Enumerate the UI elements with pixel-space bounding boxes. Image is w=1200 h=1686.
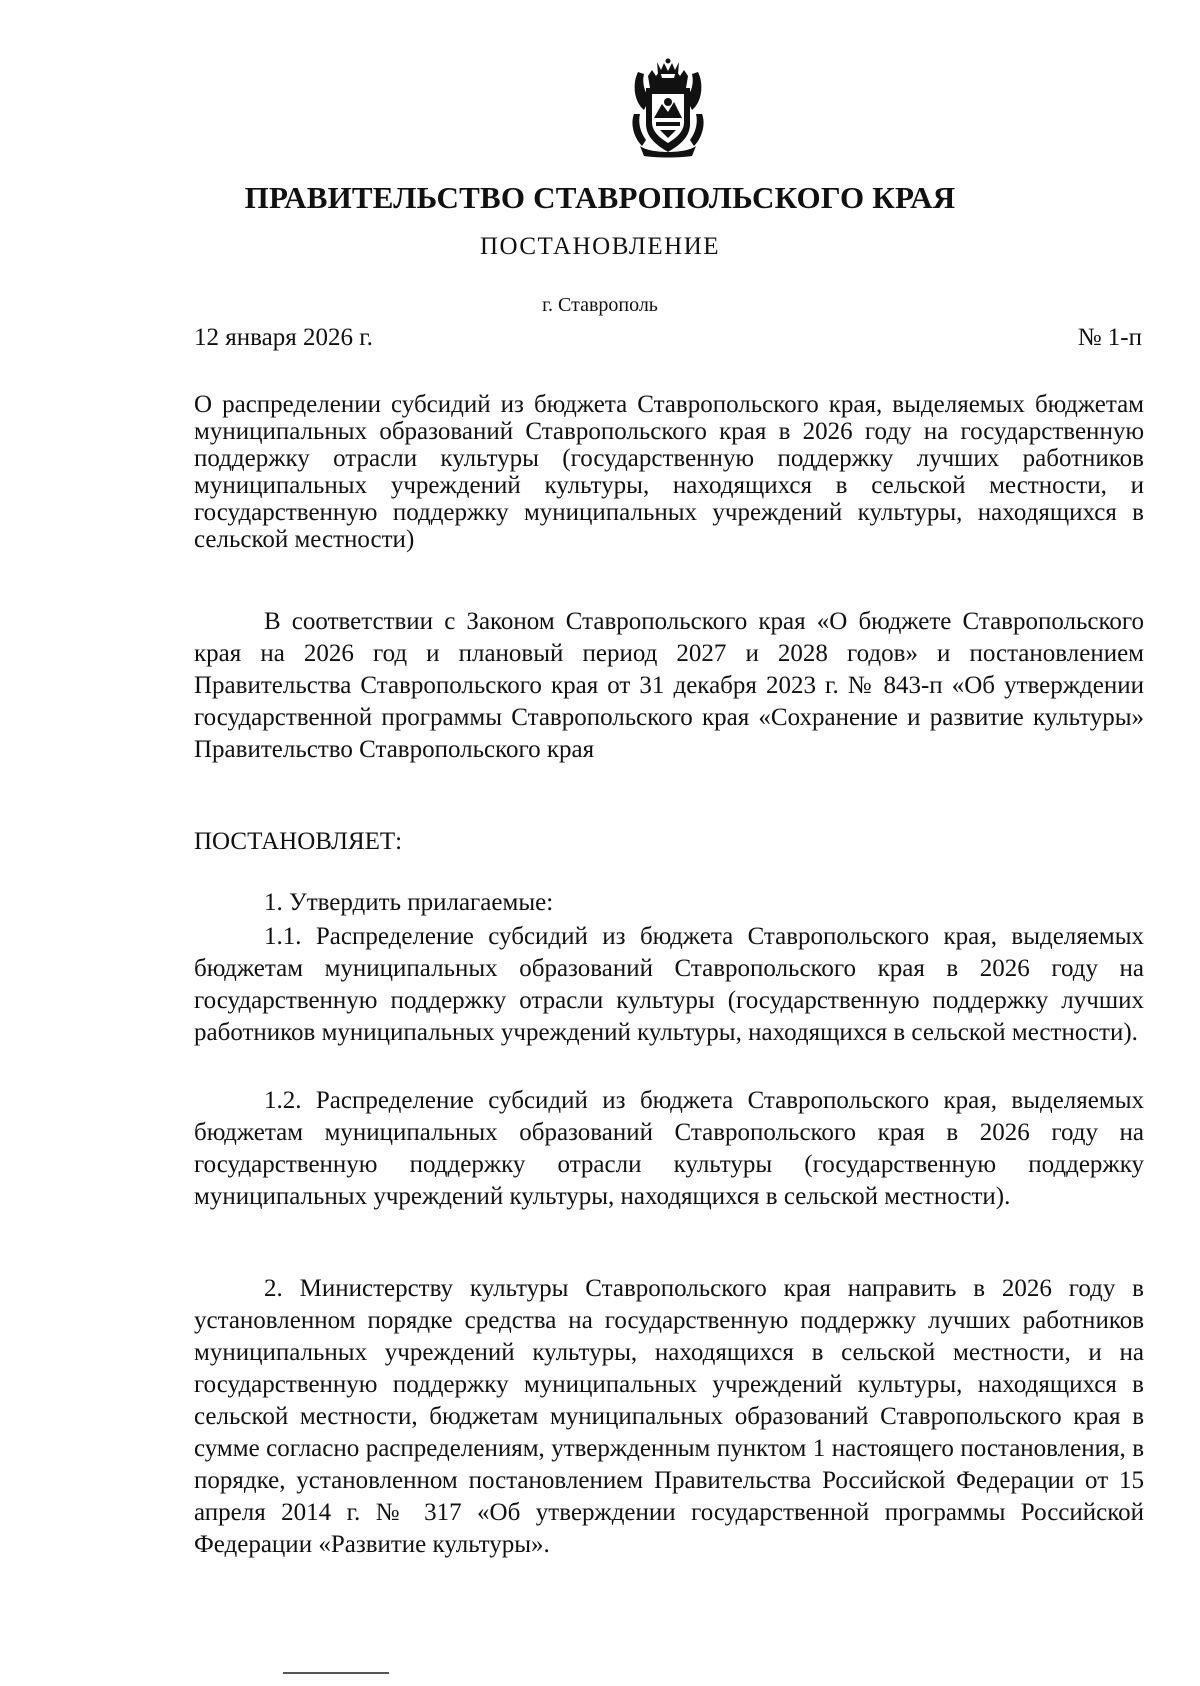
item-2: 2. Министерству культуры Ставропольского края направить в 2026 году в установленном порядке средства на государственную поддержку лучших работников муниципальных учреждений культуры, находящихся в сельской местности, и на государственную поддержку муниципальных учреждений культуры, находящихся в сельской местности, бюджетам муниципальных образований Ставропольского края в сумме согласно распределениям, утвержденным пунктом 1 настоящего постановления, в порядке, установленном постановлением Правительства Российской Федерации от 15 апреля 2014 г. № 317 «Об утверждении государственной программы Российской Федерации «Развитие культуры».: [194, 1275, 1144, 1558]
footer-divider: [283, 1672, 389, 1674]
item-1-2: 1.2. Распределение субсидий из бюджета Ставропольского края, выделяемых бюджетам муниципальных образований Ставропольского края в 2026 году на государственную поддержку отрасли культуры (государственную поддержку муниципальных учреждений культуры, находящихся в сельской местности).: [194, 1087, 1144, 1210]
document-date: 12 января 2026 г.: [194, 324, 373, 351]
item-1: 1. Утвердить прилагаемые:: [264, 889, 554, 916]
government-title: ПРАВИТЕЛЬСТВО СТАВРОПОЛЬСКОГО КРАЯ: [244, 180, 956, 215]
document-subject: О распределении субсидий из бюджета Ставропольского края, выделяемых бюджетам муниципальных образований Ставропольского края в 2026 году на государственную поддержку отрасли культуры (государственную поддержку лучших работников муниципальных учреждений культуры, находящихся в сельской местности, и государственную поддержку муниципальных учреждений культуры, находящихся в сельской местности): [194, 391, 1144, 553]
document-type: ПОСТАНОВЛЕНИЕ: [479, 233, 721, 260]
preamble-paragraph: В соответствии с Законом Ставропольского края «О бюджете Ставропольского края на 2026 год и плановый период 2027 и 2028 годов» и постановлением Правительства Ставропольского края от 31 декабря 2023 г. № 843-п «Об утверждении государственной программы Ставропольского края «Сохранение и развитие культуры» Правительство Ставропольского края: [194, 608, 1144, 763]
item-1-1: 1.1. Распределение субсидий из бюджета Ставропольского края, выделяемых бюджетам муниципальных образований Ставропольского края в 2026 году на государственную поддержку отрасли культуры (государственную поддержку лучших работников муниципальных учреждений культуры, находящихся в сельской местности).: [194, 923, 1144, 1046]
resolves-heading: ПОСТАНОВЛЯЕТ:: [194, 828, 403, 855]
city: г. Ставрополь: [542, 294, 658, 316]
coat-of-arms-icon: [630, 58, 706, 158]
document-number: № 1-п: [1077, 324, 1142, 351]
coat-of-arms-emblem: [630, 58, 706, 158]
